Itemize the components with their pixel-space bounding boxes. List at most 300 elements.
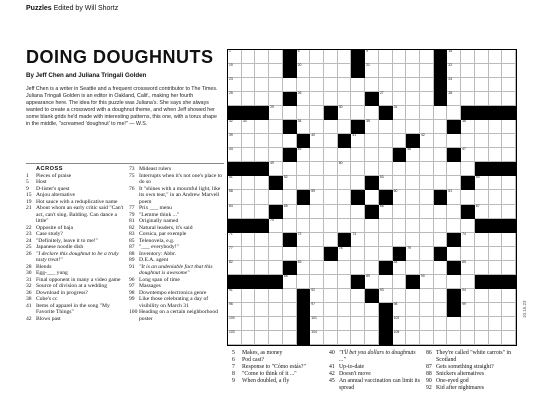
grid-cell[interactable] xyxy=(228,148,242,162)
grid-cell[interactable] xyxy=(338,106,352,120)
grid-cell[interactable] xyxy=(365,106,379,120)
grid-cell[interactable] xyxy=(447,162,461,176)
grid-cell[interactable] xyxy=(310,64,324,78)
grid-cell[interactable] xyxy=(502,134,516,148)
grid-cell[interactable] xyxy=(447,64,461,78)
grid-cell[interactable] xyxy=(324,78,338,92)
grid-cell[interactable] xyxy=(310,190,324,204)
grid-cell[interactable] xyxy=(489,148,503,162)
grid-cell[interactable] xyxy=(447,219,461,233)
grid-cell[interactable] xyxy=(365,331,379,345)
grid-cell[interactable] xyxy=(351,233,365,247)
grid-cell[interactable] xyxy=(242,205,256,219)
grid-cell[interactable] xyxy=(255,64,269,78)
grid-cell[interactable] xyxy=(461,317,475,331)
grid-cell[interactable] xyxy=(379,162,393,176)
grid-cell[interactable] xyxy=(310,92,324,106)
grid-cell[interactable] xyxy=(297,106,311,120)
grid-cell[interactable] xyxy=(310,205,324,219)
grid-cell[interactable] xyxy=(310,120,324,134)
grid-cell[interactable] xyxy=(351,261,365,275)
grid-cell[interactable] xyxy=(447,134,461,148)
grid-cell[interactable] xyxy=(338,176,352,190)
grid-cell[interactable] xyxy=(461,78,475,92)
grid-cell[interactable] xyxy=(228,233,242,247)
grid-cell[interactable] xyxy=(461,247,475,261)
grid-cell[interactable] xyxy=(489,78,503,92)
grid-cell[interactable] xyxy=(269,289,283,303)
grid-cell[interactable] xyxy=(269,331,283,345)
grid-cell[interactable] xyxy=(242,190,256,204)
grid-cell[interactable] xyxy=(228,205,242,219)
grid-cell[interactable] xyxy=(324,162,338,176)
grid-cell[interactable] xyxy=(242,50,256,64)
grid-cell[interactable] xyxy=(365,275,379,289)
grid-cell[interactable] xyxy=(502,261,516,275)
grid-cell[interactable] xyxy=(269,303,283,317)
grid-cell[interactable] xyxy=(338,247,352,261)
grid-cell[interactable] xyxy=(297,176,311,190)
grid-cell[interactable] xyxy=(502,64,516,78)
grid-cell[interactable] xyxy=(365,317,379,331)
grid-cell[interactable] xyxy=(324,134,338,148)
grid-cell[interactable] xyxy=(351,92,365,106)
grid-cell[interactable] xyxy=(379,176,393,190)
crossword-grid[interactable] xyxy=(227,49,517,346)
grid-cell[interactable] xyxy=(351,219,365,233)
grid-cell[interactable] xyxy=(502,205,516,219)
grid-cell[interactable] xyxy=(351,134,365,148)
grid-cell[interactable] xyxy=(365,261,379,275)
grid-cell[interactable] xyxy=(310,261,324,275)
grid-cell[interactable] xyxy=(310,247,324,261)
grid-cell[interactable] xyxy=(324,261,338,275)
grid-cell[interactable] xyxy=(379,219,393,233)
grid-cell[interactable] xyxy=(475,134,489,148)
grid-cell[interactable] xyxy=(228,303,242,317)
grid-cell[interactable] xyxy=(461,162,475,176)
grid-cell[interactable] xyxy=(502,303,516,317)
grid-cell[interactable] xyxy=(228,120,242,134)
grid-cell[interactable] xyxy=(351,162,365,176)
grid-cell[interactable] xyxy=(255,205,269,219)
grid-cell[interactable] xyxy=(338,148,352,162)
grid-cell[interactable] xyxy=(365,233,379,247)
grid-cell[interactable] xyxy=(297,275,311,289)
grid-cell[interactable] xyxy=(406,190,420,204)
grid-cell[interactable] xyxy=(447,190,461,204)
grid-cell[interactable] xyxy=(324,317,338,331)
grid-cell[interactable] xyxy=(255,303,269,317)
grid-cell[interactable] xyxy=(297,92,311,106)
grid-cell[interactable] xyxy=(379,275,393,289)
grid-cell[interactable] xyxy=(310,134,324,148)
grid-cell[interactable] xyxy=(406,205,420,219)
grid-cell[interactable] xyxy=(310,106,324,120)
grid-cell[interactable] xyxy=(269,247,283,261)
grid-cell[interactable] xyxy=(420,275,434,289)
grid-cell[interactable] xyxy=(406,289,420,303)
grid-cell[interactable] xyxy=(393,92,407,106)
grid-cell[interactable] xyxy=(393,331,407,345)
grid-cell[interactable] xyxy=(393,275,407,289)
grid-cell[interactable] xyxy=(406,317,420,331)
grid-cell[interactable] xyxy=(420,120,434,134)
grid-cell[interactable] xyxy=(420,148,434,162)
grid-cell[interactable] xyxy=(228,78,242,92)
grid-cell[interactable] xyxy=(228,289,242,303)
grid-cell[interactable] xyxy=(489,233,503,247)
grid-cell[interactable] xyxy=(379,247,393,261)
grid-cell[interactable] xyxy=(406,331,420,345)
grid-cell[interactable] xyxy=(324,303,338,317)
grid-cell[interactable] xyxy=(365,120,379,134)
grid-cell[interactable] xyxy=(242,303,256,317)
grid-cell[interactable] xyxy=(434,303,448,317)
grid-cell[interactable] xyxy=(406,50,420,64)
grid-cell[interactable] xyxy=(242,148,256,162)
grid-cell[interactable] xyxy=(338,331,352,345)
grid-cell[interactable] xyxy=(255,134,269,148)
grid-cell[interactable] xyxy=(351,148,365,162)
grid-cell[interactable] xyxy=(447,78,461,92)
grid-cell[interactable] xyxy=(255,247,269,261)
grid-cell[interactable] xyxy=(255,120,269,134)
grid-cell[interactable] xyxy=(297,247,311,261)
grid-cell[interactable] xyxy=(406,176,420,190)
grid-cell[interactable] xyxy=(283,275,297,289)
grid-cell[interactable] xyxy=(475,205,489,219)
grid-cell[interactable] xyxy=(242,331,256,345)
grid-cell[interactable] xyxy=(283,176,297,190)
grid-cell[interactable] xyxy=(310,331,324,345)
grid-cell[interactable] xyxy=(379,233,393,247)
grid-cell[interactable] xyxy=(242,289,256,303)
grid-cell[interactable] xyxy=(283,317,297,331)
grid-cell[interactable] xyxy=(475,331,489,345)
grid-cell[interactable] xyxy=(434,134,448,148)
grid-cell[interactable] xyxy=(351,331,365,345)
grid-cell[interactable] xyxy=(406,64,420,78)
grid-cell[interactable] xyxy=(338,205,352,219)
grid-cell[interactable] xyxy=(461,289,475,303)
grid-cell[interactable] xyxy=(502,92,516,106)
grid-cell[interactable] xyxy=(461,261,475,275)
grid-cell[interactable] xyxy=(324,50,338,64)
grid-cell[interactable] xyxy=(420,134,434,148)
grid-cell[interactable] xyxy=(420,303,434,317)
grid-cell[interactable] xyxy=(489,92,503,106)
grid-cell[interactable] xyxy=(297,261,311,275)
grid-cell[interactable] xyxy=(420,176,434,190)
grid-cell[interactable] xyxy=(434,162,448,176)
grid-cell[interactable] xyxy=(269,148,283,162)
grid-cell[interactable] xyxy=(228,190,242,204)
grid-cell[interactable] xyxy=(447,106,461,120)
grid-cell[interactable] xyxy=(269,106,283,120)
grid-cell[interactable] xyxy=(297,64,311,78)
grid-cell[interactable] xyxy=(228,247,242,261)
grid-cell[interactable] xyxy=(338,120,352,134)
grid-cell[interactable] xyxy=(475,64,489,78)
grid-cell[interactable] xyxy=(255,317,269,331)
grid-cell[interactable] xyxy=(310,148,324,162)
grid-cell[interactable] xyxy=(502,120,516,134)
grid-cell[interactable] xyxy=(338,275,352,289)
grid-cell[interactable] xyxy=(338,303,352,317)
grid-cell[interactable] xyxy=(502,190,516,204)
grid-cell[interactable] xyxy=(338,50,352,64)
grid-cell[interactable] xyxy=(255,190,269,204)
grid-cell[interactable] xyxy=(283,190,297,204)
grid-cell[interactable] xyxy=(324,331,338,345)
grid-cell[interactable] xyxy=(393,78,407,92)
grid-cell[interactable] xyxy=(406,120,420,134)
grid-cell[interactable] xyxy=(420,64,434,78)
grid-cell[interactable] xyxy=(475,233,489,247)
grid-cell[interactable] xyxy=(420,219,434,233)
grid-cell[interactable] xyxy=(269,78,283,92)
grid-cell[interactable] xyxy=(489,50,503,64)
grid-cell[interactable] xyxy=(255,176,269,190)
grid-cell[interactable] xyxy=(338,261,352,275)
grid-cell[interactable] xyxy=(310,219,324,233)
grid-cell[interactable] xyxy=(255,331,269,345)
grid-cell[interactable] xyxy=(447,176,461,190)
grid-cell[interactable] xyxy=(393,261,407,275)
grid-cell[interactable] xyxy=(324,233,338,247)
grid-cell[interactable] xyxy=(310,162,324,176)
grid-cell[interactable] xyxy=(502,176,516,190)
grid-cell[interactable] xyxy=(228,134,242,148)
grid-cell[interactable] xyxy=(338,162,352,176)
grid-cell[interactable] xyxy=(283,205,297,219)
grid-cell[interactable] xyxy=(351,78,365,92)
grid-cell[interactable] xyxy=(420,289,434,303)
grid-cell[interactable] xyxy=(475,289,489,303)
grid-cell[interactable] xyxy=(255,289,269,303)
grid-cell[interactable] xyxy=(475,317,489,331)
grid-cell[interactable] xyxy=(228,50,242,64)
grid-cell[interactable] xyxy=(269,120,283,134)
grid-cell[interactable] xyxy=(420,162,434,176)
grid-cell[interactable] xyxy=(489,176,503,190)
grid-cell[interactable] xyxy=(406,219,420,233)
grid-cell[interactable] xyxy=(393,64,407,78)
grid-cell[interactable] xyxy=(351,247,365,261)
grid-cell[interactable] xyxy=(447,317,461,331)
grid-cell[interactable] xyxy=(406,148,420,162)
grid-cell[interactable] xyxy=(379,134,393,148)
grid-cell[interactable] xyxy=(434,219,448,233)
grid-cell[interactable] xyxy=(269,219,283,233)
grid-cell[interactable] xyxy=(365,148,379,162)
grid-cell[interactable] xyxy=(351,317,365,331)
grid-cell[interactable] xyxy=(338,92,352,106)
grid-cell[interactable] xyxy=(406,303,420,317)
grid-cell[interactable] xyxy=(420,233,434,247)
grid-cell[interactable] xyxy=(489,134,503,148)
grid-cell[interactable] xyxy=(242,317,256,331)
grid-cell[interactable] xyxy=(489,205,503,219)
grid-cell[interactable] xyxy=(269,233,283,247)
grid-cell[interactable] xyxy=(242,233,256,247)
grid-cell[interactable] xyxy=(461,233,475,247)
grid-cell[interactable] xyxy=(461,92,475,106)
grid-cell[interactable] xyxy=(461,148,475,162)
grid-cell[interactable] xyxy=(420,247,434,261)
grid-cell[interactable] xyxy=(489,331,503,345)
grid-cell[interactable] xyxy=(461,134,475,148)
grid-cell[interactable] xyxy=(393,317,407,331)
grid-cell[interactable] xyxy=(379,64,393,78)
grid-cell[interactable] xyxy=(420,261,434,275)
grid-cell[interactable] xyxy=(351,106,365,120)
grid-cell[interactable] xyxy=(434,106,448,120)
grid-cell[interactable] xyxy=(338,190,352,204)
grid-cell[interactable] xyxy=(393,190,407,204)
grid-cell[interactable] xyxy=(379,92,393,106)
grid-cell[interactable] xyxy=(269,134,283,148)
grid-cell[interactable] xyxy=(393,219,407,233)
grid-cell[interactable] xyxy=(393,162,407,176)
grid-cell[interactable] xyxy=(502,247,516,261)
grid-cell[interactable] xyxy=(379,50,393,64)
grid-cell[interactable] xyxy=(475,247,489,261)
grid-cell[interactable] xyxy=(393,106,407,120)
grid-cell[interactable] xyxy=(475,261,489,275)
grid-cell[interactable] xyxy=(393,289,407,303)
grid-cell[interactable] xyxy=(283,162,297,176)
grid-cell[interactable] xyxy=(283,303,297,317)
grid-cell[interactable] xyxy=(255,50,269,64)
grid-cell[interactable] xyxy=(447,205,461,219)
grid-cell[interactable] xyxy=(502,317,516,331)
grid-cell[interactable] xyxy=(297,50,311,64)
grid-cell[interactable] xyxy=(502,331,516,345)
grid-cell[interactable] xyxy=(434,233,448,247)
grid-cell[interactable] xyxy=(310,303,324,317)
grid-cell[interactable] xyxy=(393,50,407,64)
grid-cell[interactable] xyxy=(447,92,461,106)
grid-cell[interactable] xyxy=(269,50,283,64)
grid-cell[interactable] xyxy=(365,190,379,204)
grid-cell[interactable] xyxy=(297,148,311,162)
grid-cell[interactable] xyxy=(297,120,311,134)
grid-cell[interactable] xyxy=(502,233,516,247)
grid-cell[interactable] xyxy=(242,176,256,190)
grid-cell[interactable] xyxy=(310,233,324,247)
grid-cell[interactable] xyxy=(324,176,338,190)
grid-cell[interactable] xyxy=(475,50,489,64)
grid-cell[interactable] xyxy=(283,219,297,233)
grid-cell[interactable] xyxy=(338,78,352,92)
grid-cell[interactable] xyxy=(351,205,365,219)
grid-cell[interactable] xyxy=(393,176,407,190)
grid-cell[interactable] xyxy=(475,190,489,204)
grid-cell[interactable] xyxy=(447,275,461,289)
grid-cell[interactable] xyxy=(393,233,407,247)
grid-cell[interactable] xyxy=(324,120,338,134)
grid-cell[interactable] xyxy=(242,134,256,148)
grid-cell[interactable] xyxy=(310,78,324,92)
grid-cell[interactable] xyxy=(461,120,475,134)
grid-cell[interactable] xyxy=(406,261,420,275)
grid-cell[interactable] xyxy=(489,247,503,261)
grid-cell[interactable] xyxy=(365,219,379,233)
grid-cell[interactable] xyxy=(447,50,461,64)
grid-cell[interactable] xyxy=(255,78,269,92)
grid-cell[interactable] xyxy=(242,247,256,261)
grid-cell[interactable] xyxy=(365,134,379,148)
grid-cell[interactable] xyxy=(393,205,407,219)
grid-cell[interactable] xyxy=(489,317,503,331)
grid-cell[interactable] xyxy=(242,120,256,134)
grid-cell[interactable] xyxy=(502,148,516,162)
grid-cell[interactable] xyxy=(228,176,242,190)
grid-cell[interactable] xyxy=(420,317,434,331)
grid-cell[interactable] xyxy=(434,205,448,219)
grid-cell[interactable] xyxy=(406,78,420,92)
grid-cell[interactable] xyxy=(461,331,475,345)
grid-cell[interactable] xyxy=(365,303,379,317)
grid-cell[interactable] xyxy=(406,162,420,176)
grid-cell[interactable] xyxy=(365,247,379,261)
grid-cell[interactable] xyxy=(283,247,297,261)
grid-cell[interactable] xyxy=(324,64,338,78)
grid-cell[interactable] xyxy=(242,78,256,92)
grid-cell[interactable] xyxy=(283,331,297,345)
grid-cell[interactable] xyxy=(489,64,503,78)
grid-cell[interactable] xyxy=(255,92,269,106)
grid-cell[interactable] xyxy=(434,331,448,345)
grid-cell[interactable] xyxy=(365,78,379,92)
grid-cell[interactable] xyxy=(310,289,324,303)
grid-cell[interactable] xyxy=(502,289,516,303)
grid-cell[interactable] xyxy=(242,64,256,78)
grid-cell[interactable] xyxy=(228,317,242,331)
grid-cell[interactable] xyxy=(461,50,475,64)
grid-cell[interactable] xyxy=(461,275,475,289)
grid-cell[interactable] xyxy=(365,64,379,78)
grid-cell[interactable] xyxy=(393,303,407,317)
grid-cell[interactable] xyxy=(324,275,338,289)
grid-cell[interactable] xyxy=(379,78,393,92)
grid-cell[interactable] xyxy=(310,275,324,289)
grid-cell[interactable] xyxy=(228,261,242,275)
grid-cell[interactable] xyxy=(489,303,503,317)
grid-cell[interactable] xyxy=(434,317,448,331)
grid-cell[interactable] xyxy=(228,64,242,78)
grid-cell[interactable] xyxy=(461,303,475,317)
grid-cell[interactable] xyxy=(393,120,407,134)
grid-cell[interactable] xyxy=(324,148,338,162)
grid-cell[interactable] xyxy=(324,219,338,233)
grid-cell[interactable] xyxy=(269,92,283,106)
grid-cell[interactable] xyxy=(434,275,448,289)
grid-cell[interactable] xyxy=(297,205,311,219)
grid-cell[interactable] xyxy=(310,50,324,64)
grid-cell[interactable] xyxy=(283,106,297,120)
grid-cell[interactable] xyxy=(228,331,242,345)
grid-cell[interactable] xyxy=(420,106,434,120)
grid-cell[interactable] xyxy=(255,233,269,247)
grid-cell[interactable] xyxy=(269,162,283,176)
grid-cell[interactable] xyxy=(297,162,311,176)
grid-cell[interactable] xyxy=(489,190,503,204)
grid-cell[interactable] xyxy=(434,261,448,275)
grid-cell[interactable] xyxy=(475,78,489,92)
